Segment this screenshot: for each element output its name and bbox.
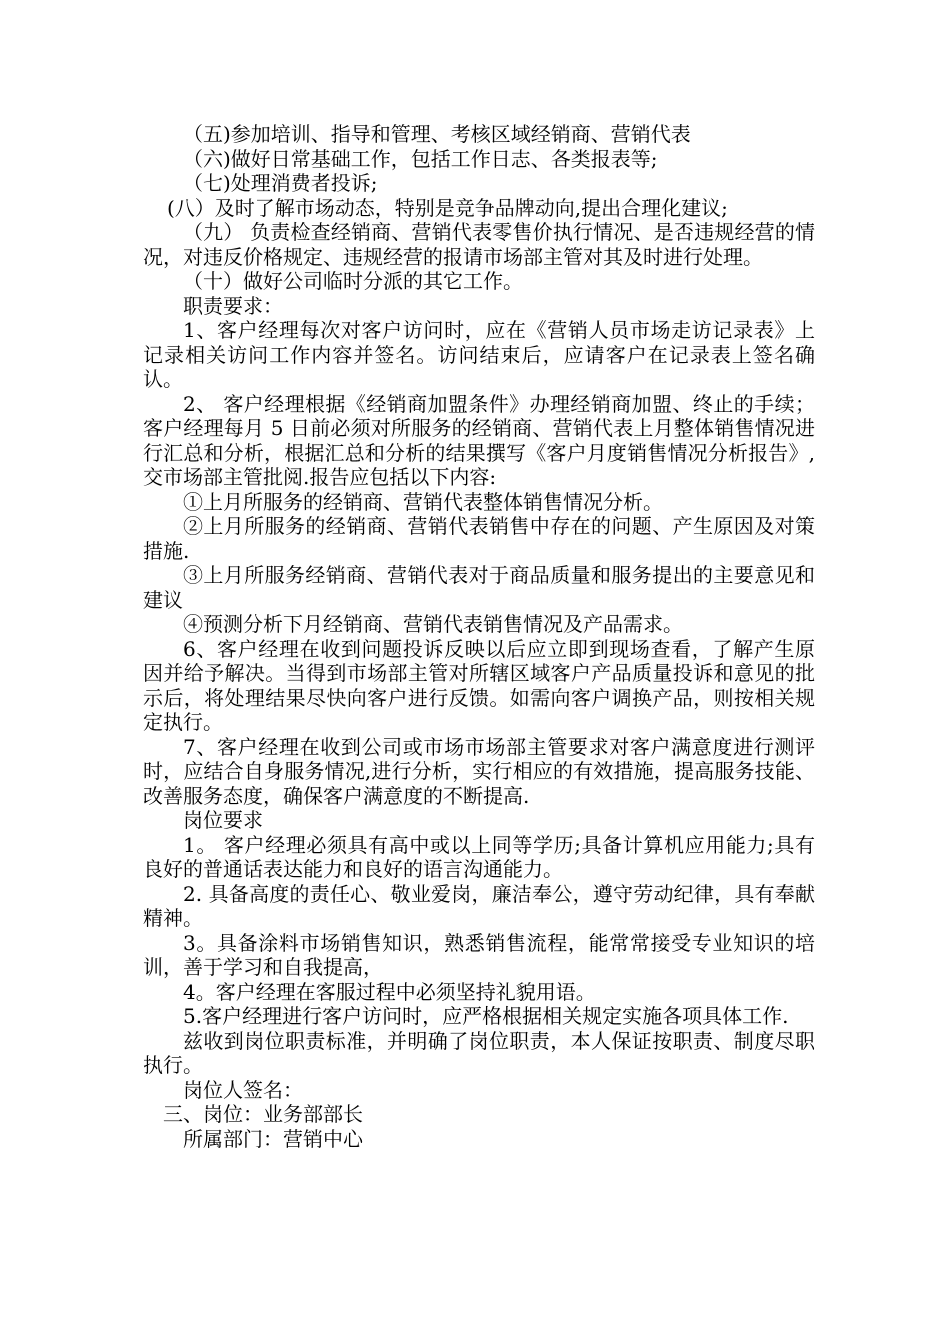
paragraph-duty-6: （六)做好日常基础工作，包括工作日志、各类报表等;	[183, 146, 658, 171]
paragraph-duty-8: (八）及时了解市场动态，特别是竞争品牌动向,提出合理化建议;	[167, 195, 728, 220]
heading-responsibility-requirements: 职责要求：	[183, 293, 283, 318]
list-item-report-1: ①上月所服务的经销商、营销代表整体销售情况分析。	[183, 489, 663, 514]
paragraph-duty-5: （五)参加培训、指导和管理、考核区域经销商、营销代表	[183, 122, 691, 146]
paragraph-position-3: 3。具备涂料市场销售知识，熟悉销售流程，能常常接受专业知识的培训，善于学习和自我提高，	[143, 930, 815, 979]
department-line: 所属部门：营销中心	[183, 1126, 363, 1151]
signature-line: 岗位人签名：	[183, 1077, 303, 1102]
paragraph-duty-7: （七)处理消费者投诉;	[183, 171, 378, 195]
list-item-report-4: ④预测分析下月经销商、营销代表销售情况及产品需求。	[183, 612, 683, 636]
list-item-report-2: ②上月所服务的经销商、营销代表销售中存在的问题、产生原因及对策措施.	[143, 514, 815, 563]
paragraph-position-5: 5.客户经理进行客户访问时，应严格根据相关规定实施各项具体工作.	[183, 1004, 789, 1028]
paragraph-requirement-6: 6、客户经理在收到问题投诉反映以后应立即到现场查看，了解产生原因并给予解决。当得到市场部主管对所辖区域客户产品质量投诉和意见的批示后，将处理结果尽快向客户进行反馈。如需向客户调换产品，则按相关规定执行。	[143, 636, 815, 734]
paragraph-position-1: 1。 客户经理必须具有高中或以上同等学历;具备计算机应用能力;具有良好的普通话表达能力和良好的语言沟通能力。	[143, 832, 815, 881]
paragraph-duty-10: （十）做好公司临时分派的其它工作。	[183, 269, 523, 293]
paragraph-position-4: 4。客户经理在客服过程中必须坚持礼貌用语。	[183, 979, 596, 1004]
heading-position-requirements: 岗位要求	[183, 808, 263, 832]
list-item-report-3: ③上月所服务经销商、营销代表对于商品质量和服务提出的主要意见和建议	[143, 563, 815, 612]
paragraph-acknowledgement: 兹收到岗位职责标准，并明确了岗位职责，本人保证按职责、制度尽职执行。	[143, 1028, 815, 1077]
section-heading-3: 三、岗位：业务部部长	[163, 1102, 363, 1126]
paragraph-requirement-1: 1、客户经理每次对客户访问时，应在《营销人员市场走访记录表》上记录相关访问工作内容并签名。访问结束后，应请客户在记录表上签名确认。	[143, 318, 815, 391]
paragraph-requirement-2: 2、 客户经理根据《经销商加盟条件》办理经销商加盟、终止的手续；客户经理每月 5 日前必须对所服务的经销商、营销代表上月整体销售情况进行汇总和分析，根据汇总和分析的结果撰写《客户月度销售情况分析报告》,交市场部主管批阅.报告应包括以下内容:	[143, 391, 815, 489]
paragraph-duty-9: （九） 负责检查经销商、营销代表零售价执行情况、是否违规经营的情况，对违反价格规定、违规经营的报请市场部主管对其及时进行处理。	[143, 220, 815, 269]
document-body	[143, 122, 815, 1151]
paragraph-requirement-7: 7、客户经理在收到公司或市场市场部主管要求对客户满意度进行测评时，应结合自身服务情况,进行分析，实行相应的有效措施，提高服务技能、改善服务态度，确保客户满意度的不断提高.	[143, 734, 815, 808]
paragraph-position-2: 2. 具备高度的责任心、敬业爱岗，廉洁奉公，遵守劳动纪律，具有奉献精神。	[143, 881, 815, 930]
